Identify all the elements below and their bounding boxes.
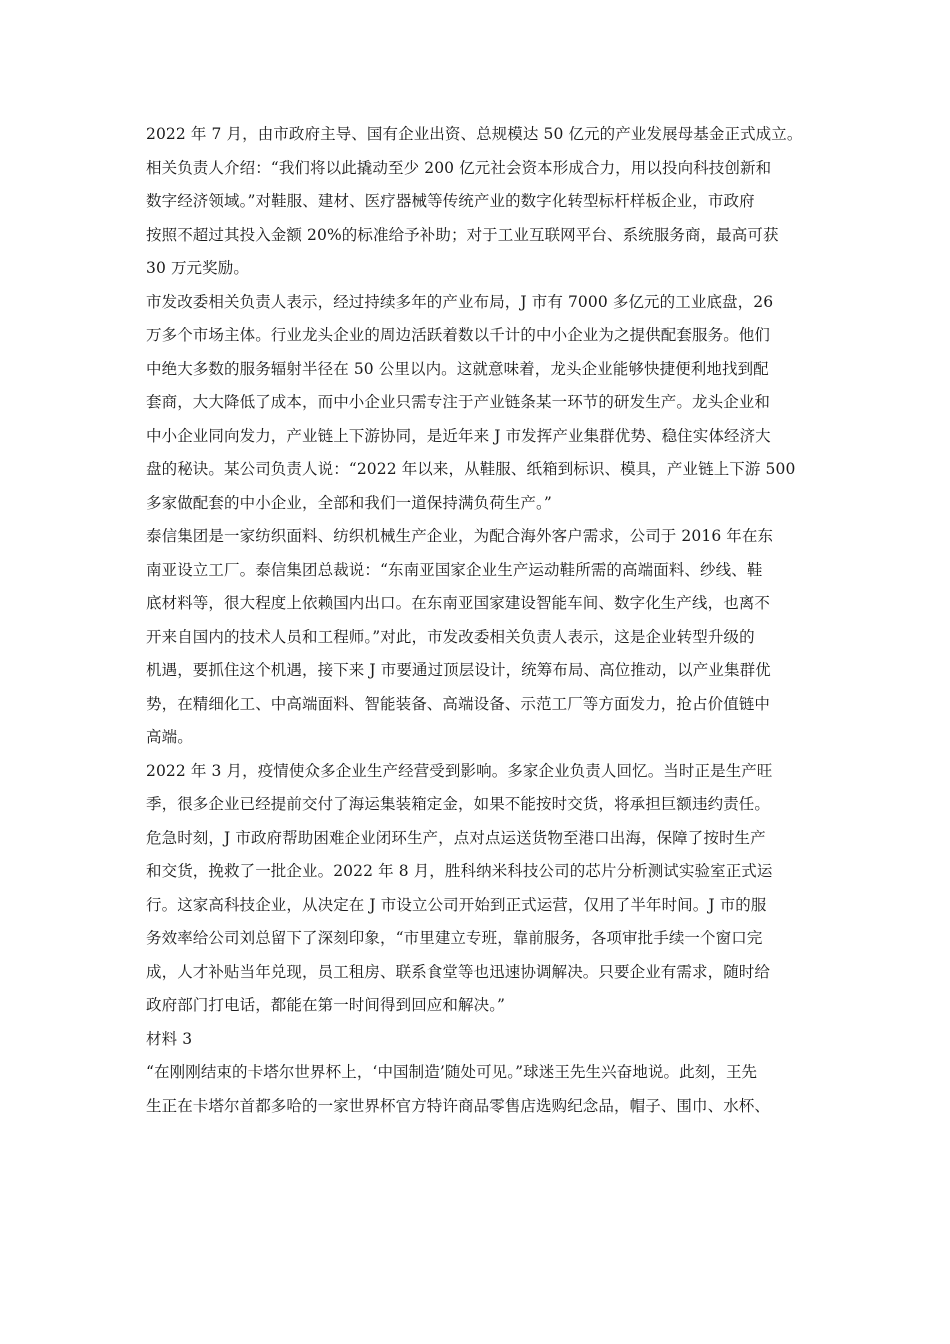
section-heading: 材料 3 [146, 1029, 193, 1048]
text-line: 中小企业同向发力，产业链上下游协同，是近年来 J 市发挥产业集群优势、稳住实体经济大 [146, 426, 771, 445]
text-line: 泰信集团是一家纺织面料、纺织机械生产企业，为配合海外客户需求，公司于 2016 年在东 [146, 527, 774, 545]
text-line: 数字经济领域。”对鞋服、建材、医疗器械等传统产业的数字化转型标杆样板企业，市政府 [146, 192, 755, 210]
text-line: 势，在精细化工、中高端面料、智能装备、高端设备、示范工厂等方面发力，抢占价值链中 [146, 694, 771, 713]
document-body [146, 118, 846, 1123]
text-line: 盘的秘诀。某公司负责人说：“2022 年以来，从鞋服、纸箱到标识、模具，产业链上下游 500 [146, 460, 796, 478]
text-line: 政府部门打电话，都能在第一时间得到回应和解决。” [146, 996, 506, 1014]
text-line: 季，很多企业已经提前交付了海运集装箱定金，如果不能按时交货，将承担巨额违约责任。 [146, 795, 771, 813]
text-line: 成，人才补贴当年兑现，员工租房、联系食堂等也迅速协调解决。只要企业有需求，随时给 [146, 962, 771, 981]
text-line: 机遇，要抓住这个机遇，接下来 J 市要通过顶层设计，统筹布局、高位推动，以产业集群优 [146, 661, 771, 679]
text-line: 开来自国内的技术人员和工程师。”对此，市发改委相关负责人表示，这是企业转型升级的 [146, 627, 755, 646]
text-line: 中绝大多数的服务辐射半径在 50 公里以内。这就意味着，龙头企业能够快捷便利地找到配 [146, 359, 769, 378]
text-line: 相关负责人介绍：“我们将以此撬动至少 200 亿元社会资本形成合力，用以投向科技创新和 [146, 158, 772, 177]
text-line: 危急时刻，J 市政府帮助困难企业闭环生产，点对点运送货物至港口出海，保障了按时生产 [146, 828, 766, 847]
text-line: 多家做配套的中小企业，全部和我们一道保持满负荷生产。” [146, 493, 552, 512]
text-line: 万多个市场主体。行业龙头企业的周边活跃着数以千计的中小企业为之提供配套服务。他们 [146, 326, 771, 344]
text-line: 和交货，挽救了一批企业。2022 年 8 月，胜科纳米科技公司的芯片分析测试实验室正式运 [146, 862, 773, 880]
text-line: 生正在卡塔尔首都多哈的一家世界杯官方特许商品零售店选购纪念品，帽子、围巾、水杯、 [146, 1096, 771, 1115]
text-line: 30 万元奖励。 [146, 259, 249, 277]
text-line: “在刚刚结束的卡塔尔世界杯上，‘中国制造’随处可见。”球迷王先生兴奋地说。此刻，王先 [146, 1063, 758, 1081]
text-line: 2022 年 3 月，疫情使众多企业生产经营受到影响。多家企业负责人回忆。当时正是生产旺 [146, 761, 773, 780]
text-line: 高端。 [146, 728, 193, 746]
text-line: 底材料等，很大程度上依赖国内出口。在东南亚国家建设智能车间、数字化生产线，也离不 [146, 594, 771, 612]
text-line: 行。这家高科技企业，从决定在 J 市设立公司开始到正式运营，仅用了半年时间。J 市的服 [146, 895, 767, 914]
text-line: 南亚设立工厂。泰信集团总裁说：“东南亚国家企业生产运动鞋所需的高端面料、纱线、鞋 [146, 560, 763, 579]
text-line: 市发改委相关负责人表示，经过持续多年的产业布局，J 市有 7000 多亿元的工业底盘，26 [146, 292, 774, 311]
text-line: 2022 年 7 月，由市政府主导、国有企业出资、总规模达 50 亿元的产业发展母基金正式成立。 [146, 125, 803, 143]
text-line: 按照不超过其投入金额 20%的标准给予补助；对于工业互联网平台、系统服务商，最高可获 [146, 225, 779, 244]
text-line: 务效率给公司刘总留下了深刻印象，“市里建立专班，靠前服务，各项审批手续一个窗口完 [146, 929, 763, 947]
text-line: 套商，大大降低了成本，而中小企业只需专注于产业链条某一环节的研发生产。龙头企业和 [146, 393, 771, 411]
